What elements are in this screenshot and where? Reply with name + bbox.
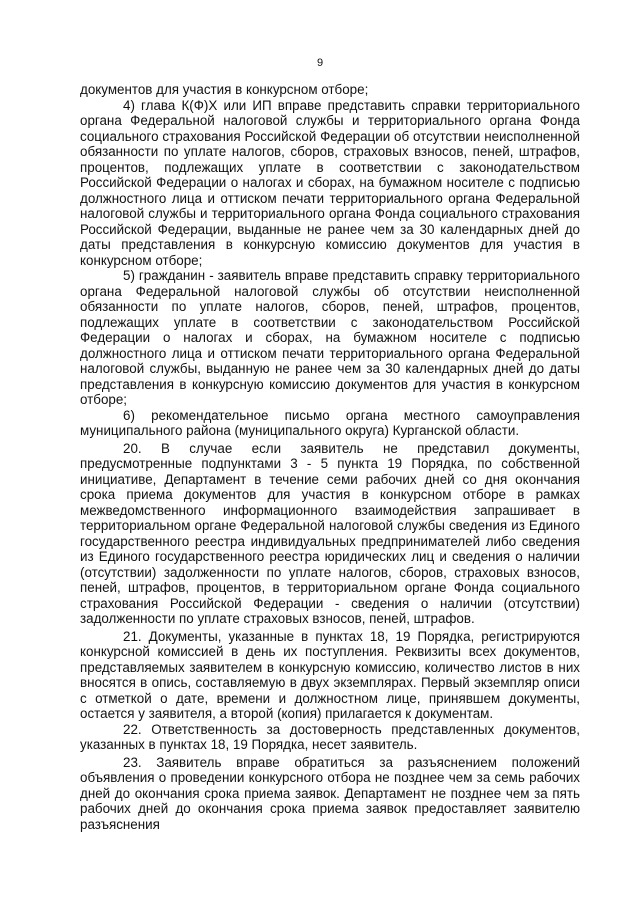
paragraph-23: 23. Заявитель вправе обратиться за разъяснением положений объявления о проведении конкурсного отбора не позднее чем за семь рабочих дней до окончания срока приема заявок. Департамент не позднее чем за пять рабочих дней до окончания срока приема заявок предоставляет заявителю разъяснения — [80, 754, 580, 832]
paragraph-continuation: документов для участия в конкурсном отборе; — [80, 82, 369, 97]
paragraph-item-4: 4) глава К(Ф)Х или ИП вправе представить справки территориального органа Федеральной налоговой службы и территориального органа Фонда социального страхования Российской Федерации об отсутствии неисполненной обязанности по уплате налогов, сборов, страховых взносов, пеней, штрафов, процентов, подлежащих уплате в соответствии с законодательством Российской Федерации о налогах и сборах, на бумажном носителе с подписью должностного лица и оттиском печати территориального органа Федеральной налоговой службы и территориального органа Фонда социального страхования Российской Федерации, выданные не ранее чем за 30 календарных дней до даты представления в конкурсную комиссию документов для участия в конкурсном отборе; — [80, 97, 580, 268]
paragraph-20: 20. В случае если заявитель не представил документы, предусмотренные подпунктами 3 - 5 пункта 19 Порядка, по собственной инициативе, Департамент в течение семи рабочих дней со дня окончания срока приема документов для участия в конкурсном отборе в рамках межведомственного информационного взаимодействия запрашивает в территориальном органе Федеральной налоговой службы сведения из Единого государственного реестра индивидуальных предпринимателей либо сведения из Единого государственного реестра юридических лиц и сведения о наличии (отсутствии) задолженности по уплате налогов, сборов, страховых взносов, пеней, штрафов, процентов, в территориальном органе Фонда социального страхования Российской Федерации - сведения о наличии (отсутствии) задолженности по уплате страховых взносов, пеней, штрафов. — [80, 440, 580, 626]
document-body — [80, 82, 580, 832]
paragraph-item-5: 5) гражданин - заявитель вправе представить справку территориального органа Федеральной налоговой службы об отсутствии неисполненной обязанности по уплате налогов, сборов, пеней, штрафов, процентов, подлежащих уплате в соответствии с законодательством Российской Федерации о налогах и сборах, на бумажном носителе с подписью должностного лица и оттиском печати территориального органа Федеральной налоговой службы, выданную не ранее чем за 30 календарных дней до даты представления в конкурсную комиссию документов для участия в конкурсном отборе; — [80, 268, 580, 407]
paragraph-21: 21. Документы, указанные в пунктах 18, 19 Порядка, регистрируются конкурсной комиссией в день их поступления. Реквизиты всех документов, представляемых заявителем в конкурсную комиссию, количество листов в них вносятся в опись, составляемую в двух экземплярах. Первый экземпляр описи с отметкой о дате, времени и должностном лице, принявшем документы, остается у заявителя, а второй (копия) прилагается к документам. — [80, 628, 580, 721]
paragraph-item-6: 6) рекомендательное письмо органа местного самоуправления муниципального района (муниципального округа) Курганской области. — [80, 407, 580, 438]
paragraph-22: 22. Ответственность за достоверность представленных документов, указанных в пунктах 18, 19 Порядка, несет заявитель. — [80, 721, 580, 752]
page-number: 9 — [316, 57, 324, 69]
